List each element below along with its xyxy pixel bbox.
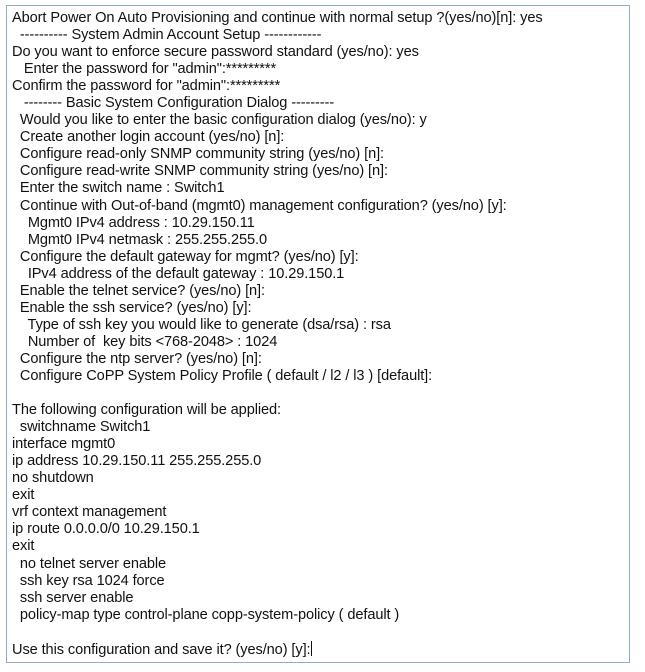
- terminal-line: Abort Power On Auto Provisioning and continue with normal setup ?(yes/no)[n]: yes: [12, 10, 543, 26]
- terminal-line: exit: [12, 538, 35, 555]
- terminal-line: Type of ssh key you would like to generate (dsa/rsa) : rsa: [12, 316, 391, 333]
- terminal-line: policy-map type control-plane copp-system-policy ( default ): [12, 606, 400, 623]
- terminal-line: no shutdown: [12, 470, 94, 487]
- terminal-line: exit: [12, 487, 35, 504]
- terminal-line: switchname Switch1: [12, 419, 151, 436]
- terminal-line: Enter the password for "admin":*********: [12, 61, 277, 78]
- terminal-line: Configure the ntp server? (yes/no) [n]:: [12, 350, 262, 367]
- terminal-line: Enable the ssh service? (yes/no) [y]:: [12, 299, 252, 316]
- terminal-line: no telnet server enable: [12, 555, 167, 572]
- terminal-line: IPv4 address of the default gateway : 10.29.150.1: [12, 265, 345, 282]
- terminal-line: ip address 10.29.150.11 255.255.255.0: [12, 453, 262, 470]
- terminal-prompt: Use this configuration and save it? (yes/no) [y]:: [12, 641, 311, 658]
- terminal-prompt-line[interactable]: [12, 641, 629, 658]
- terminal-output: [6, 5, 630, 663]
- terminal-line: The following configuration will be applied:: [12, 402, 281, 419]
- terminal-line: Number of key bits <768-2048> : 1024: [12, 333, 278, 350]
- terminal-line: Continue with Out-of-band (mgmt0) management configuration? (yes/no) [y]:: [12, 197, 507, 214]
- terminal-line: ip route 0.0.0.0/0 10.29.150.1: [12, 521, 200, 538]
- terminal-line: Configure the default gateway for mgmt? (yes/no) [y]:: [12, 248, 359, 265]
- terminal-line: [12, 385, 629, 402]
- terminal-line: Would you like to enter the basic configuration dialog (yes/no): y: [12, 112, 427, 129]
- terminal-line: Enter the switch name : Switch1: [12, 180, 225, 197]
- terminal-line: ssh server enable: [12, 589, 134, 606]
- terminal-line: -------- Basic System Configuration Dialog ---------: [12, 95, 335, 112]
- terminal-line: Enable the telnet service? (yes/no) [n]:: [12, 282, 265, 299]
- terminal-line: ssh key rsa 1024 force: [12, 572, 165, 589]
- terminal-line: [12, 624, 629, 641]
- terminal-line: vrf context management: [12, 504, 167, 521]
- terminal-line: Mgmt0 IPv4 address : 10.29.150.11: [12, 214, 255, 231]
- terminal-line: interface mgmt0: [12, 436, 116, 453]
- terminal-line: Configure read-write SNMP community string (yes/no) [n]:: [12, 163, 388, 180]
- terminal-line: ---------- System Admin Account Setup ------------: [12, 27, 322, 44]
- terminal-line: Configure CoPP System Policy Profile ( default / l2 / l3 ) [default]:: [12, 367, 433, 384]
- terminal-line: Do you want to enforce secure password standard (yes/no): yes: [12, 44, 419, 61]
- terminal-line: Mgmt0 IPv4 netmask : 255.255.255.0: [12, 231, 267, 248]
- text-cursor: [311, 641, 312, 656]
- terminal-line: Confirm the password for "admin":*********: [12, 78, 281, 95]
- terminal-line: Configure read-only SNMP community string (yes/no) [n]:: [12, 146, 384, 163]
- terminal-line: Create another login account (yes/no) [n]:: [12, 129, 285, 146]
